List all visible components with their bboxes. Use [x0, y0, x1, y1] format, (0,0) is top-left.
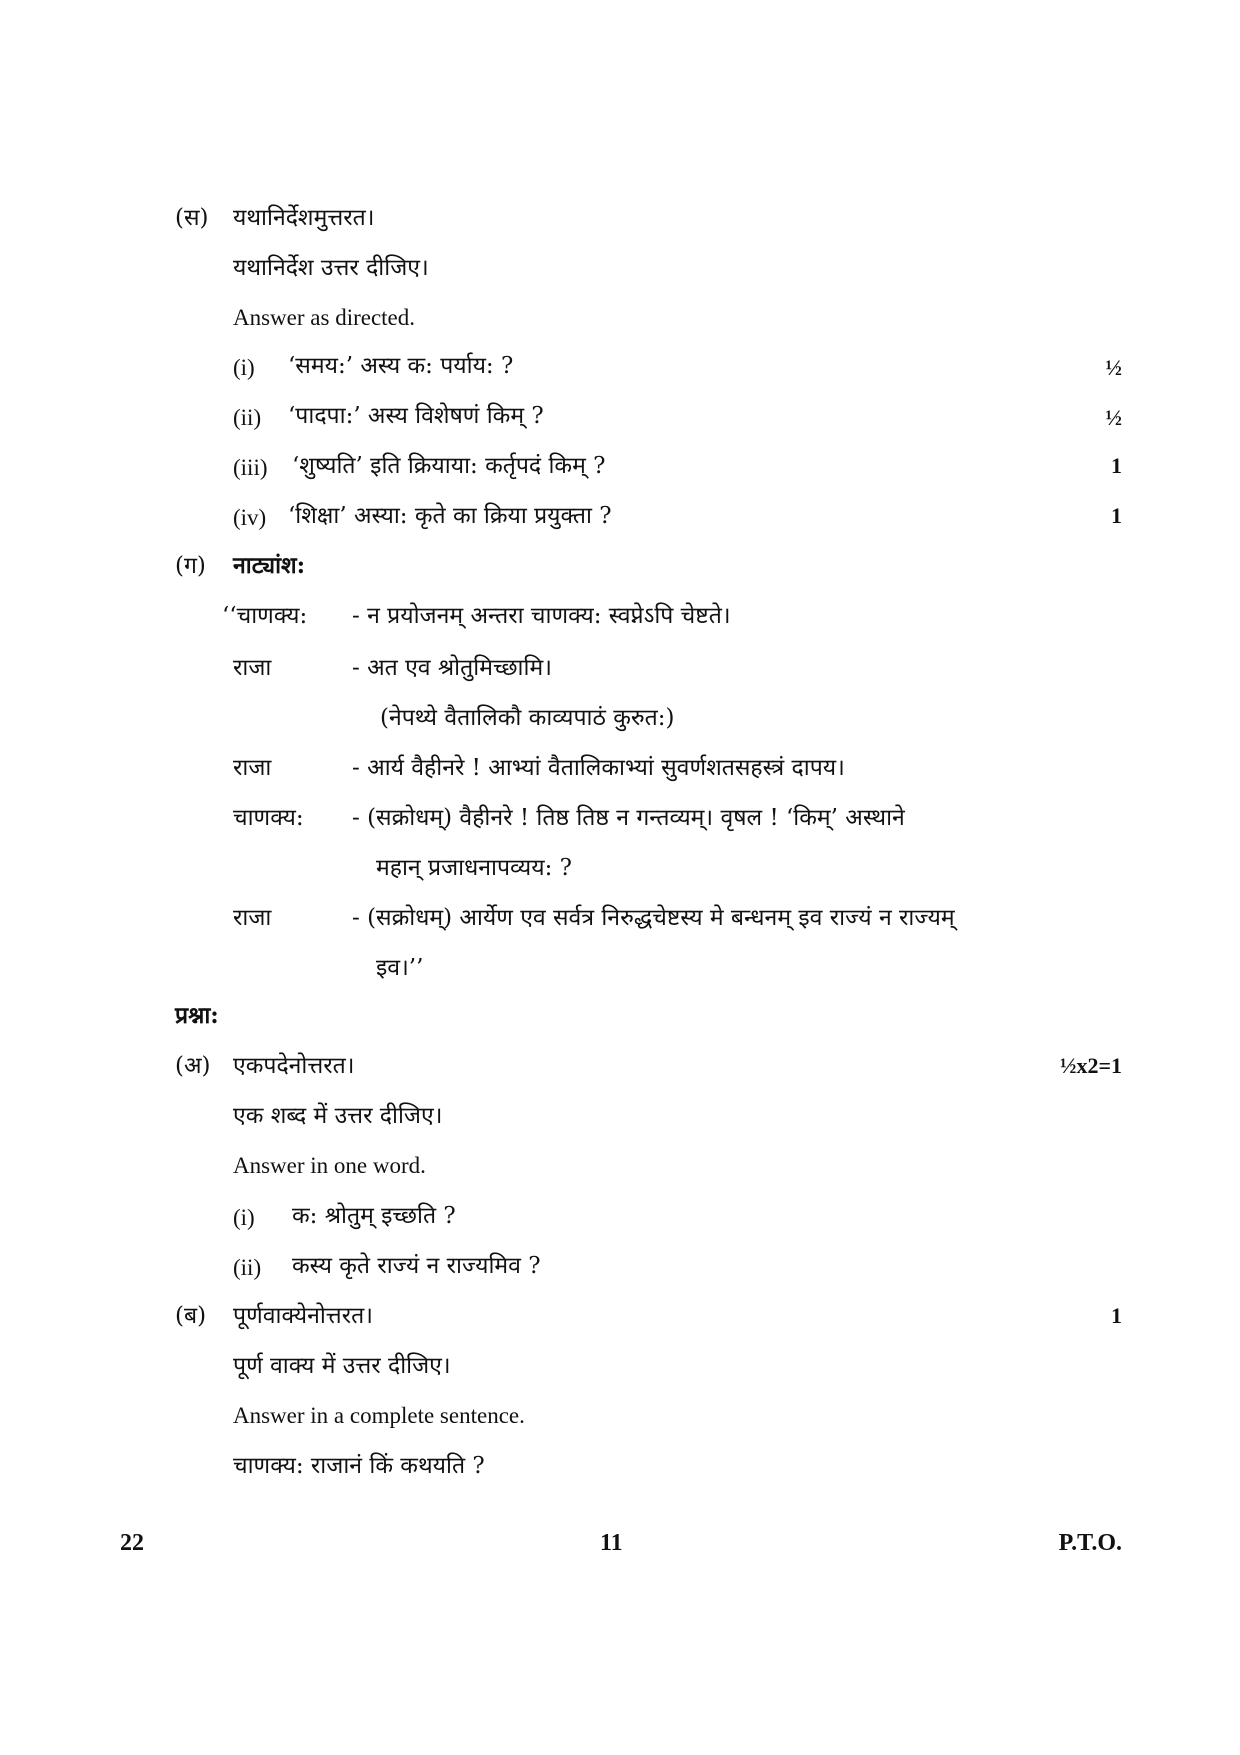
dialogue-line-continued: इव।’’ — [376, 955, 424, 981]
section-ga-title: नाट्यांश: — [233, 552, 306, 579]
question-text: ‘शुष्यति’ इति क्रियाया: कर्तृपदं किम् ? — [292, 453, 606, 479]
question-marks: 1 — [1111, 503, 1122, 528]
stage-direction: (नेपथ्ये वैतालिकौ काव्यपाठं कुरुत:) — [380, 705, 675, 731]
question-marks: ½ — [1105, 405, 1122, 430]
section-sa-label: (स) — [175, 205, 209, 231]
dialogue-speaker: ‘‘चाणक्य: — [222, 603, 308, 629]
dialogue-line-continued: महान् प्रजाधनापव्यय: ? — [376, 855, 572, 881]
section-sa-instruction-english: Answer as directed. — [233, 305, 416, 330]
question-number: (i) — [233, 1205, 255, 1230]
dialogue-speaker: राजा — [233, 755, 272, 781]
question-number: (iv) — [233, 505, 267, 530]
question-b-label: (ब) — [175, 1303, 207, 1329]
footer-paper-code: 22 — [120, 1530, 144, 1556]
question-a-instruction-english: Answer in one word. — [233, 1153, 426, 1178]
question-b-instruction-sanskrit: पूर्णवाक्येनोत्तरत। — [233, 1303, 373, 1329]
dialogue-line: - (सक्रोधम्) वैहीनरे ! तिष्ठ तिष्ठ न गन्तव्यम्। वृषल ! ‘किम्’ अस्थाने — [352, 805, 905, 831]
question-marks: ½ — [1105, 355, 1122, 380]
footer-page-number: 11 — [600, 1530, 623, 1556]
question-b-text: चाणक्य: राजानं किं कथयति ? — [233, 1453, 485, 1479]
dialogue-speaker: चाणक्य: — [233, 805, 304, 831]
question-a-instruction-hindi: एक शब्द में उत्तर दीजिए। — [233, 1103, 443, 1129]
dialogue-line: - अत एव श्रोतुमिच्छामि। — [352, 655, 552, 681]
section-sa-instruction-sanskrit: यथानिर्देशमुत्तरत। — [233, 205, 375, 231]
question-text: ‘शिक्षा’ अस्या: कृते का क्रिया प्रयुक्ता ? — [288, 503, 612, 529]
question-number: (iii) — [233, 455, 268, 480]
dialogue-line: - (सक्रोधम्) आर्येण एव सर्वत्र निरुद्धचेष्टस्य मे बन्धनम् इव राज्यं न राज्यम् — [352, 905, 955, 931]
question-text: कस्य कृते राज्यं न राज्यमिव ? — [292, 1253, 541, 1279]
dialogue-line: - न प्रयोजनम् अन्तरा चाणक्य: स्वप्नेऽपि चेष्टते। — [352, 603, 731, 629]
question-text: क: श्रोतुम् इच्छति ? — [292, 1203, 456, 1229]
dialogue-speaker: राजा — [233, 905, 272, 931]
dialogue-speaker: राजा — [233, 655, 272, 681]
footer-pto: P.T.O. — [1058, 1530, 1122, 1556]
question-a-instruction-sanskrit: एकपदेनोत्तरत। — [233, 1053, 355, 1079]
question-text: ‘समय:’ अस्य क: पर्याय: ? — [288, 353, 514, 379]
section-sa-instruction-hindi: यथानिर्देश उत्तर दीजिए। — [233, 255, 429, 281]
question-b-instruction-hindi: पूर्ण वाक्य में उत्तर दीजिए। — [233, 1353, 451, 1379]
question-b-instruction-english: Answer in a complete sentence. — [233, 1403, 525, 1428]
question-marks: 1 — [1111, 453, 1122, 478]
question-number: (i) — [233, 355, 255, 380]
question-number: (ii) — [233, 405, 262, 430]
question-a-label: (अ) — [175, 1053, 211, 1079]
questions-heading: प्रश्ना: — [175, 1002, 219, 1029]
dialogue-line: - आर्य वैहीनरे ! आभ्यां वैतालिकाभ्यां सुवर्णशतसहस्त्रं दापय। — [352, 755, 845, 781]
question-text: ‘पादपा:’ अस्य विशेषणं किम् ? — [288, 403, 544, 429]
question-number: (ii) — [233, 1255, 262, 1280]
question-a-marks: ½x2=1 — [1059, 1053, 1122, 1078]
section-ga-label: (ग) — [175, 553, 206, 579]
question-b-marks: 1 — [1111, 1303, 1122, 1328]
